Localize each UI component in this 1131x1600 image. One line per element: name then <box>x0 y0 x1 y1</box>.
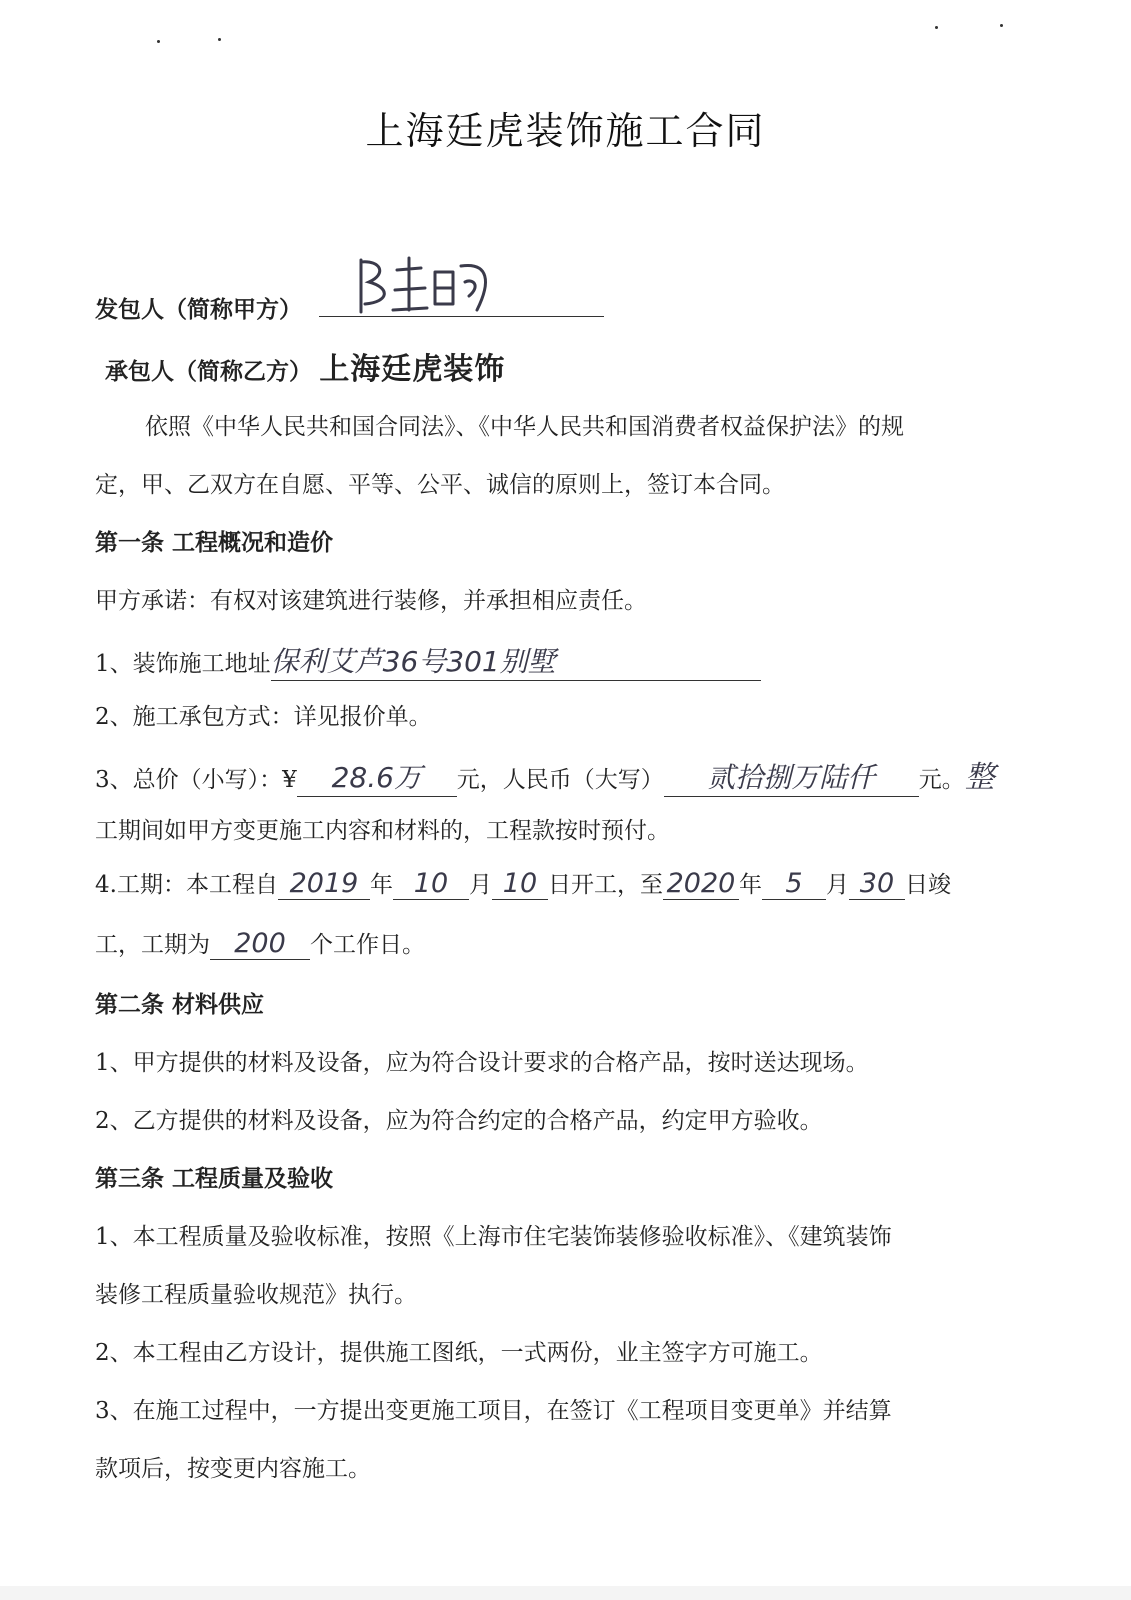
start-month: 10 <box>393 868 469 900</box>
intro-line-2: 定，甲、乙双方在自愿、平等、公平、诚信的原则上，签订本合同。 <box>95 472 785 498</box>
party-b-name: 上海廷虎装饰 <box>319 352 506 387</box>
total-price-big: 贰拾捌万陆仟 <box>664 756 919 797</box>
party-b-line <box>105 344 505 388</box>
article-3-item-2: 2、本工程由乙方设计，提供施工图纸，一式两份，业主签字方可施工。 <box>95 1340 823 1366</box>
scan-speck <box>1000 24 1003 27</box>
start-day: 10 <box>492 868 548 900</box>
party-a-line <box>95 290 604 324</box>
article-2-item-2: 2、乙方提供的材料及设备，应为符合约定的合格产品，约定甲方验收。 <box>95 1108 823 1134</box>
party-a-signature <box>349 252 499 322</box>
year-label: 年 <box>369 872 393 898</box>
article-3-item-1-line-2: 装修工程质量验收规范》执行。 <box>95 1282 417 1308</box>
address-value: 保利艾芦36号301别墅 <box>271 640 761 681</box>
duration-line <box>95 926 425 960</box>
article-2-heading: 第二条 材料供应 <box>95 992 265 1018</box>
schedule-prefix: 4.工期：本工程自 <box>95 872 278 898</box>
end-year: 2020 <box>663 868 739 900</box>
article-3-item-3-line-2: 款项后，按变更内容施工。 <box>95 1456 371 1482</box>
article-2-item-1: 1、甲方提供的材料及设备，应为符合设计要求的合格产品，按时送达现场。 <box>95 1050 869 1076</box>
end-suffix: 日竣 <box>904 872 951 898</box>
total-price-mid: 元，人民币（大写） <box>456 767 664 793</box>
duration-prefix: 工，工期为 <box>95 932 210 958</box>
article-3-item-1-line-1: 1、本工程质量及验收标准，按照《上海市住宅装饰装修验收标准》、《建筑装饰 <box>95 1224 892 1250</box>
total-price-prefix: 3、总价（小写）：¥ <box>95 767 297 793</box>
intro-line-1: 依照《中华人民共和国合同法》、《中华人民共和国消费者权益保护法》的规 <box>145 414 904 440</box>
party-a-signature-field <box>319 290 604 317</box>
total-price-extra: 整 <box>964 760 995 795</box>
document-title: 上海廷虎装饰施工合同 <box>365 109 766 153</box>
duration-suffix: 个工作日。 <box>310 932 425 958</box>
scan-bottom-edge <box>0 1586 1131 1600</box>
party-b-label: 承包人（简称乙方） <box>105 359 312 385</box>
article-1-item-2: 2、施工承包方式：详见报价单。 <box>95 704 432 730</box>
change-note: 工期间如甲方变更施工内容和材料的，工程款按时预付。 <box>95 818 670 844</box>
scan-speck <box>157 40 160 43</box>
start-suffix: 日开工，至 <box>547 872 663 898</box>
party-a-label: 发包人（简称甲方） <box>95 297 302 323</box>
article-1-item-3 <box>95 752 995 797</box>
start-year: 2019 <box>278 868 370 900</box>
month-label: 月 <box>468 872 492 898</box>
year-label: 年 <box>738 872 762 898</box>
article-3-heading: 第三条 工程质量及验收 <box>95 1166 334 1192</box>
article-1-item-1 <box>95 640 761 681</box>
article-1-heading: 第一条 工程概况和造价 <box>95 530 334 556</box>
month-label: 月 <box>825 872 849 898</box>
scan-speck <box>218 38 221 41</box>
article-1-item-4 <box>95 866 951 900</box>
end-month: 5 <box>762 868 826 900</box>
article-3-item-3-line-1: 3、在施工过程中，一方提出变更施工项目，在签订《工程项目变更单》并结算 <box>95 1398 892 1424</box>
scan-speck <box>935 26 938 29</box>
end-day: 30 <box>849 868 905 900</box>
address-label: 1、装饰施工地址 <box>95 651 271 677</box>
duration-value: 200 <box>210 928 310 960</box>
total-price-small: 28.6万 <box>297 756 457 797</box>
article-1-promise: 甲方承诺：有权对该建筑进行装修，并承担相应责任。 <box>95 588 647 614</box>
total-price-suffix: 元。 <box>918 767 965 793</box>
